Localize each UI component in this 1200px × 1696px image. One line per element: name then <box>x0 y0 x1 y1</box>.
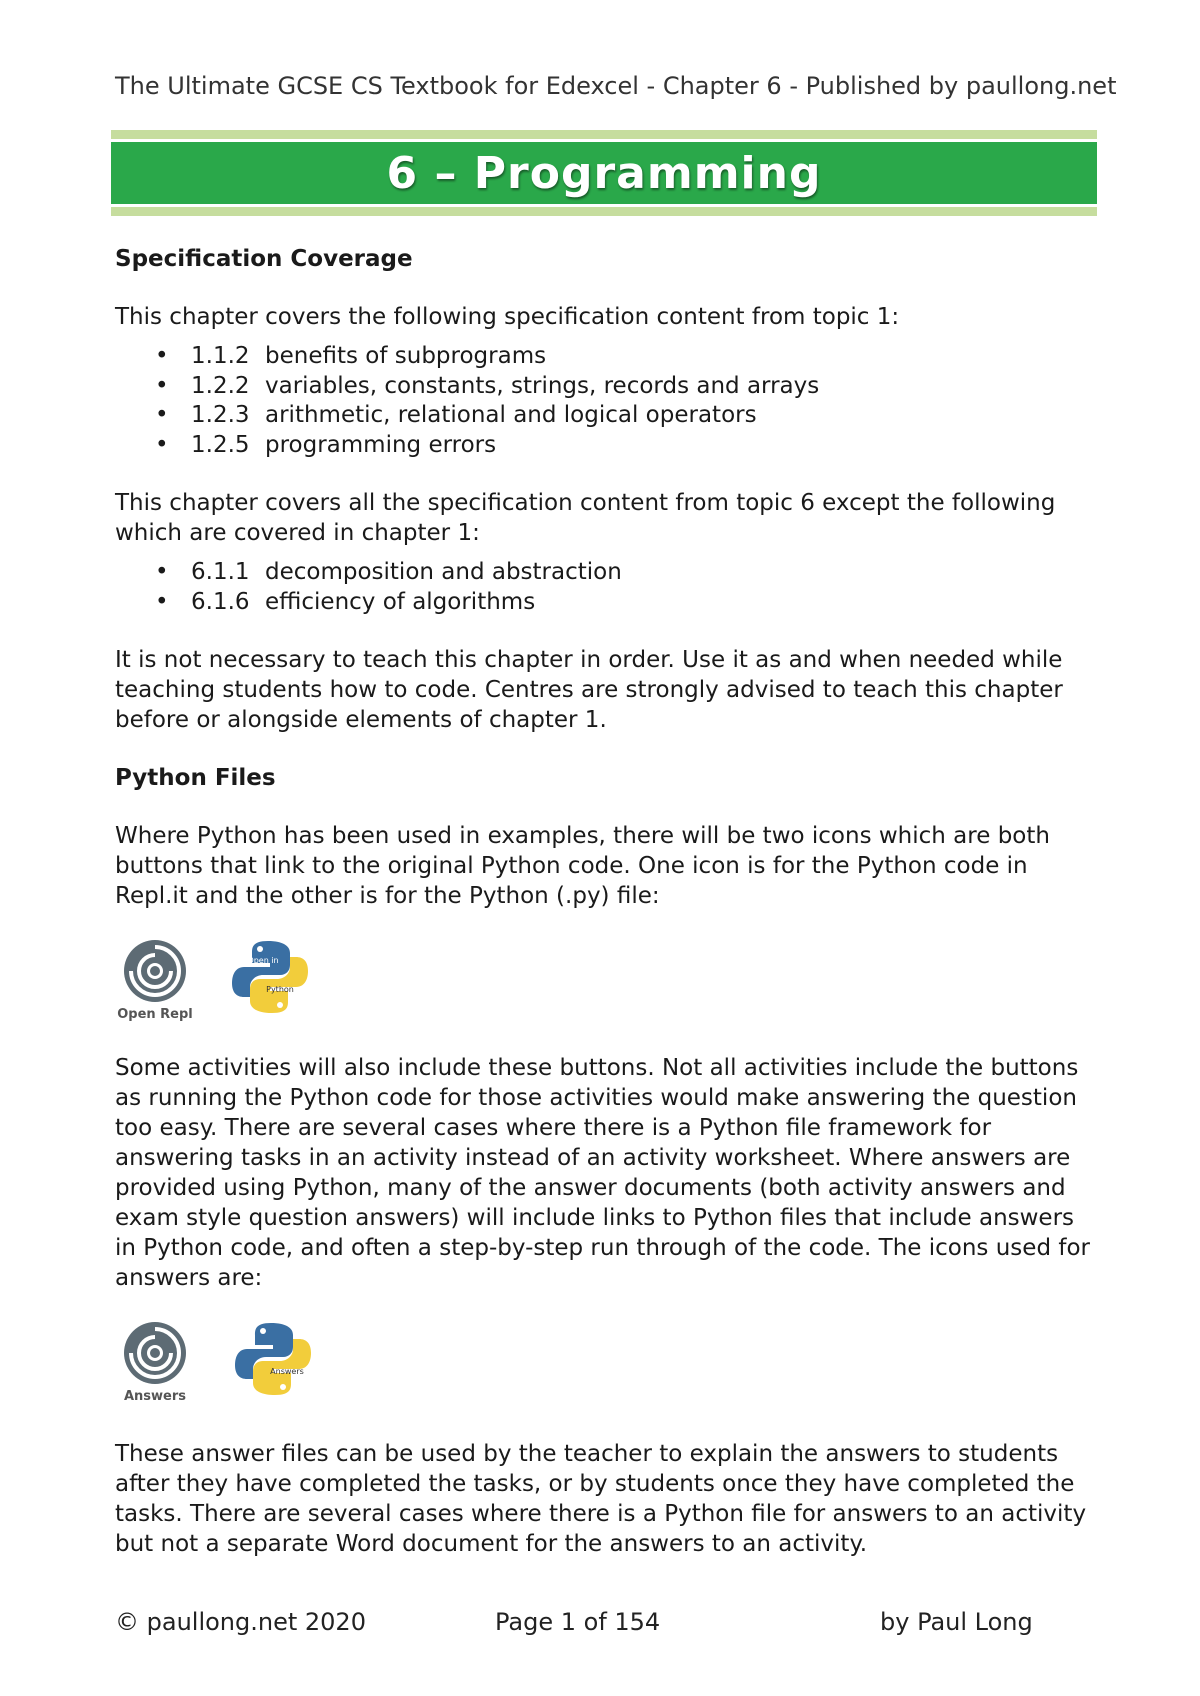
list-item: • 1.2.5 programming errors <box>155 431 497 458</box>
banner-bottom-rule <box>111 207 1097 216</box>
python-icon-line1: Open in <box>247 956 279 965</box>
python-icon <box>233 1319 313 1399</box>
spec-intro: This chapter covers the following specification content from topic 1: <box>115 304 900 330</box>
spec-heading: Specification Coverage <box>115 246 413 272</box>
footer-copyright: © paullong.net 2020 <box>115 1608 366 1636</box>
repl-label: Open Repl <box>117 1007 193 1022</box>
python-details: Some activities will also include these buttons. Not all activities include the buttons as running the Python code for those activities would make answering the question too easy. There are several cases where there is a Python file framework for answering tasks in an activity instead of an activity worksheet. Where answers are provided using Python, many of the answer documents (both activity answers and exam style question answers) will include links to Python files that include answers in Python code, and often a step-by-step run through of the code. The icons used for answers are: <box>115 1055 1090 1291</box>
answers-repl-label: Answers <box>123 1389 187 1404</box>
list-item: • 1.2.3 arithmetic, relational and logical operators <box>155 402 757 428</box>
list-item: • 1.2.2 variables, constants, strings, records and arrays <box>155 372 820 399</box>
python-intro: Where Python has been used in examples, there will be two icons which are both buttons that link to the original Python code. One icon is for the Python code in Repl.it and the other is for the Python (.py) file: <box>115 823 1050 909</box>
main-content <box>115 244 1100 1559</box>
open-icons <box>115 935 1100 1031</box>
footer-author: by Paul Long <box>880 1608 1033 1636</box>
answers-python-label: Answers <box>270 1367 304 1376</box>
list-item: • 6.1.6 efficiency of algorithms <box>155 588 536 615</box>
repl-icon <box>115 1317 195 1387</box>
chapter-title: 6 – Programming <box>386 147 822 199</box>
open-python-button[interactable] <box>230 937 310 1021</box>
chapter-banner <box>111 130 1097 216</box>
answers-python-button[interactable] <box>233 1319 313 1403</box>
page-footer <box>115 1608 1045 1636</box>
repl-icon <box>115 935 195 1005</box>
order-note: It is not necessary to teach this chapter in order. Use it as and when needed while teaching students how to code. Centres are strongly advised to teach this chapter before or alongside elements of chapter 1. <box>115 647 1063 733</box>
open-repl-button[interactable] <box>115 935 195 1022</box>
running-header: The Ultimate GCSE CS Textbook for Edexcel - Chapter 6 - Published by paullong.net <box>115 72 1117 100</box>
banner-bar <box>111 142 1097 204</box>
topic1-list <box>115 342 1100 460</box>
answers-repl-button[interactable] <box>115 1317 195 1404</box>
list-item: • 1.1.2 benefits of subprograms <box>155 343 547 369</box>
footer-page-number: Page 1 of 154 <box>495 1608 661 1636</box>
python-heading: Python Files <box>115 765 276 791</box>
topic6-intro: This chapter covers all the specification content from topic 6 except the following which are covered in chapter 1: <box>115 490 1056 546</box>
answer-icons <box>115 1317 1100 1417</box>
topic6-list <box>115 558 1100 617</box>
answers-note: These answer files can be used by the teacher to explain the answers to students after they have completed the tasks, or by students once they have completed the tasks. There are several cases where there is a Python file for answers to an activity but not a separate Word document for the answers to an activity. <box>115 1441 1087 1557</box>
python-icon <box>230 937 310 1017</box>
python-icon-line2: Python <box>266 985 294 994</box>
banner-top-rule <box>111 130 1097 139</box>
list-item: • 6.1.1 decomposition and abstraction <box>155 559 622 585</box>
